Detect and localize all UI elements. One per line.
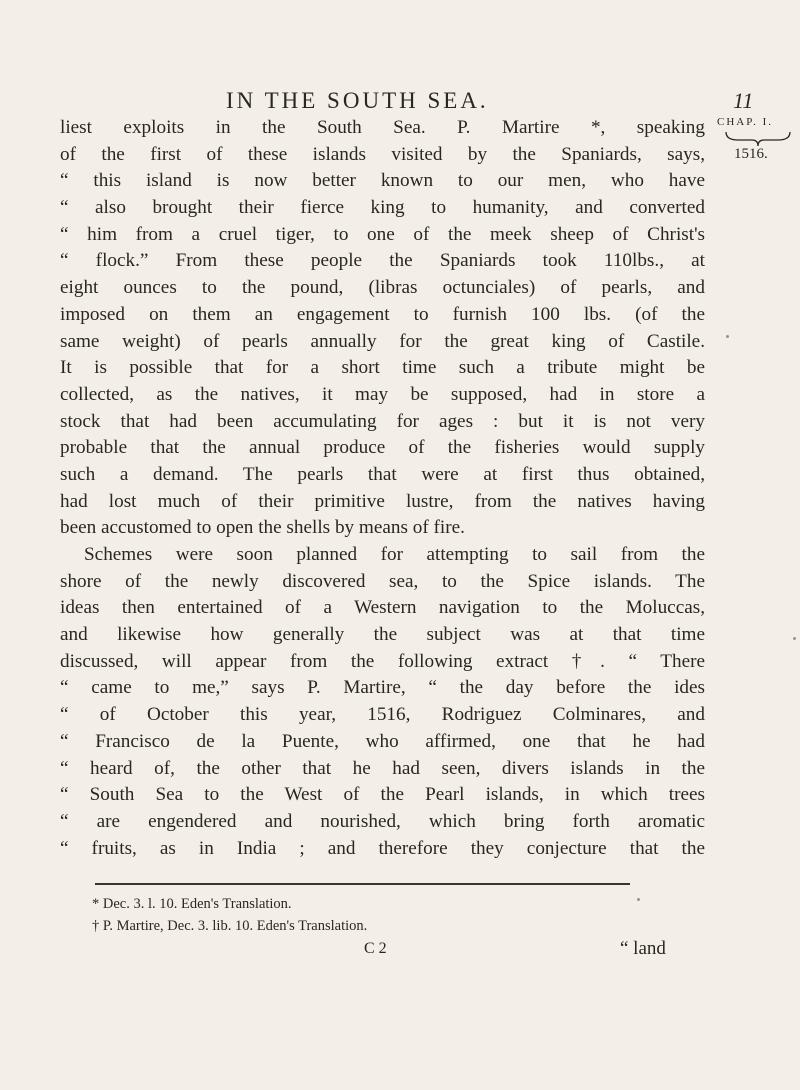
footnote: † P. Martire, Dec. 3. lib. 10. Eden's Translation. — [92, 918, 368, 934]
page-number: 11 — [733, 88, 754, 113]
running-head: IN THE SOUTH SEA. — [226, 88, 489, 113]
text-line: “ are engendered and nourished, which bring forth aromatic — [60, 810, 705, 832]
text-line: shore of the newly discovered sea, to the Spice islands. The — [60, 570, 705, 592]
paper-speck — [793, 637, 796, 640]
catchword: “ land — [620, 938, 666, 959]
margin-year: 1516. — [734, 146, 768, 162]
text-line: probable that the annual produce of the fisheries would supply — [60, 437, 705, 459]
text-line: “ South Sea to the West of the Pearl islands, in which trees — [60, 784, 705, 806]
text-line: been accustomed to open the shells by means of fire. — [60, 517, 465, 539]
paper-speck — [726, 335, 729, 338]
text-line: liest exploits in the South Sea. P. Martire *, speaking — [60, 117, 705, 138]
text-line: “ of October this year, 1516, Rodriguez Colminares, and — [60, 704, 705, 726]
text-line: and likewise how generally the subject was at that time — [60, 624, 705, 646]
text-line: discussed, will appear from the following extract †. “ There — [60, 650, 705, 672]
text-line: “ this island is now better known to our men, who have — [60, 170, 705, 192]
text-line: “ fruits, as in India ; and therefore they conjecture that the — [60, 837, 705, 859]
text-line: had lost much of their primitive lustre, from the natives having — [60, 490, 705, 512]
text-line: imposed on them an engagement to furnish 100 lbs. (of the — [60, 303, 705, 325]
text-line: ideas then entertained of a Western navigation to the Moluccas, — [60, 597, 705, 619]
text-line: collected, as the natives, it may be supposed, had in store a — [60, 383, 705, 405]
text-line: same weight) of pearls annually for the great king of Castile. — [60, 330, 705, 352]
body-text — [60, 115, 705, 862]
margin-chapter-label: CHAP. I. — [717, 116, 774, 128]
text-line: “ him from a cruel tiger, to one of the meek sheep of Christ's — [60, 223, 705, 245]
text-line: It is possible that for a short time such a tribute might be — [60, 357, 705, 379]
text-line: stock that had been accumulating for ages : but it is not very — [60, 410, 705, 432]
text-line: “ Francisco de la Puente, who affirmed, one that he had — [60, 730, 705, 752]
text-line: “ came to me,” says P. Martire, “ the day before the ides — [60, 677, 705, 699]
footnote-rule — [95, 883, 630, 885]
text-line: eight ounces to the pound, (libras octunciales) of pearls, and — [60, 277, 705, 299]
footnote: * Dec. 3. l. 10. Eden's Translation. — [92, 896, 292, 912]
text-line: Schemes were soon planned for attempting to sail from the — [84, 544, 705, 565]
text-line: of the first of these islands visited by the Spaniards, says, — [60, 143, 705, 165]
paper-speck — [637, 898, 640, 901]
text-line: “ heard of, the other that he had seen, divers islands in the — [60, 757, 705, 779]
text-line: “ flock.” From these people the Spaniards took 110lbs., at — [60, 250, 705, 272]
text-line: “ also brought their fierce king to humanity, and converted — [60, 197, 705, 219]
signature-mark: C 2 — [364, 940, 387, 957]
text-line: such a demand. The pearls that were at first thus obtained, — [60, 463, 705, 485]
